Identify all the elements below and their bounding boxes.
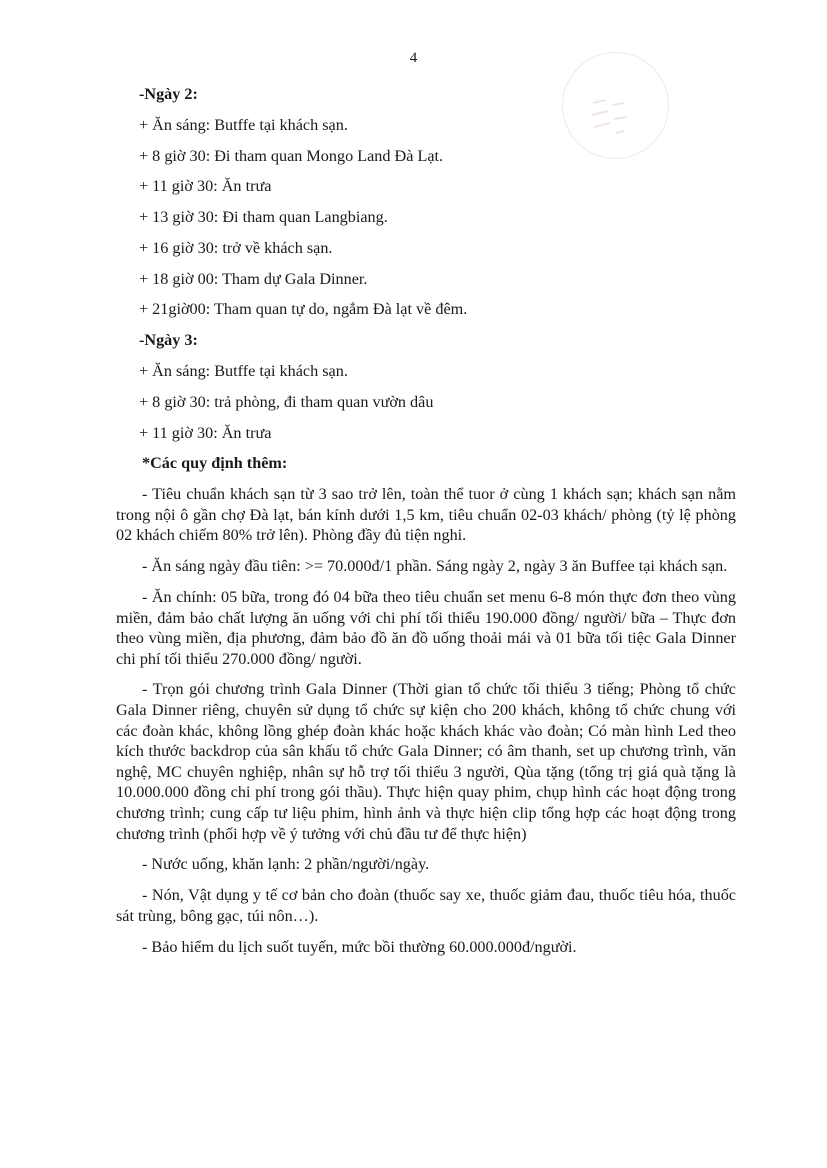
document-body <box>116 84 736 967</box>
schedule-item: + Ăn sáng: Butffe tại khách sạn. <box>139 115 348 134</box>
rule-paragraph: - Nón, Vật dụng y tế cơ bản cho đoàn (thuốc say xe, thuốc giảm đau, thuốc tiêu hóa, thuốc sát trùng, bông gạc, túi nôn…). <box>116 886 736 925</box>
page-number: 4 <box>409 50 418 66</box>
schedule-item: + 21giờ00: Tham quan tự do, ngắm Đà lạt về đêm. <box>139 300 468 319</box>
rule-paragraph: - Trọn gói chương trình Gala Dinner (Thời gian tổ chức tối thiểu 3 tiếng; Phòng tổ chức Gala Dinner riêng, chuyên sử dụng tổ chức sự kiện cho 200 khách, không tổ chức chung với các đoàn khác, không lồng ghép đoàn khác hoặc khách khác vào đoàn; Có màn hình Led theo kích thước backdrop của sân khấu tổ chức Gala Dinner; có âm thanh, set up chương trình, văn nghệ, MC chuyên nghiệp, nhân sự hỗ trợ tối thiểu 3 người, Qùa tặng (tổng trị giá quà tặng là 10.000.000 đồng chi phí trong gói thầu). Thực hiện quay phim, chụp hình các hoạt động trong chương trình; cung cấp tư liệu phim, hình ảnh và thực hiện clip tổng hợp các hoạt động trong chương trình (phối hợp về ý tưởng với chủ đầu tư để thực hiện) <box>116 680 736 843</box>
schedule-item: + 16 giờ 30: trở về khách sạn. <box>139 238 333 257</box>
schedule-item: + 8 giờ 30: Đi tham quan Mongo Land Đà Lạt. <box>139 146 444 165</box>
schedule-item: + 11 giờ 30: Ăn trưa <box>139 177 272 196</box>
rules-heading: *Các quy định thêm: <box>142 454 288 473</box>
rule-paragraph: - Ăn sáng ngày đầu tiên: >= 70.000đ/1 phần. Sáng ngày 2, ngày 3 ăn Buffee tại khách sạn. <box>142 557 728 576</box>
day-3-heading: -Ngày 3: <box>139 331 198 350</box>
rule-paragraph: - Bảo hiểm du lịch suốt tuyến, mức bồi thường 60.000.000đ/người. <box>142 937 577 956</box>
schedule-item: + 11 giờ 30: Ăn trưa <box>139 423 272 442</box>
rule-paragraph: - Ăn chính: 05 bữa, trong đó 04 bữa theo tiêu chuẩn set menu 6-8 món thực đơn theo vùng miền, đảm bảo chất lượng ăn uống với chi phí tối thiểu 190.000 đồng/ người/ bữa – Thực đơn theo vùng miền, địa phương, đảm bảo đồ ăn đồ uống thoải mái và 01 bữa tối tiệc Gala Dinner chi phí tối thiểu 270.000 đồng/ người. <box>116 587 736 668</box>
schedule-item: + Ăn sáng: Butffe tại khách sạn. <box>139 362 348 381</box>
day-2-heading: -Ngày 2: <box>139 85 198 103</box>
rule-paragraph: - Tiêu chuẩn khách sạn từ 3 sao trở lên, toàn thể tuor ở cùng 1 khách sạn; khách sạn nằm trong nội ô gần chợ Đà lạt, bán kính dưới 1,5 km, tiêu chuẩn 02-03 khách/ phòng (tỷ lệ phòng 02 khách chiếm 80% trở lên). Phòng đầy đủ tiện nghi. <box>116 485 736 545</box>
schedule-item: + 18 giờ 00: Tham dự Gala Dinner. <box>139 269 368 288</box>
schedule-item: + 8 giờ 30: trả phòng, đi tham quan vườn dâu <box>139 392 434 411</box>
schedule-item: + 13 giờ 30: Đi tham quan Langbiang. <box>139 208 388 227</box>
rule-paragraph: - Nước uống, khăn lạnh: 2 phần/người/ngày. <box>142 855 430 874</box>
